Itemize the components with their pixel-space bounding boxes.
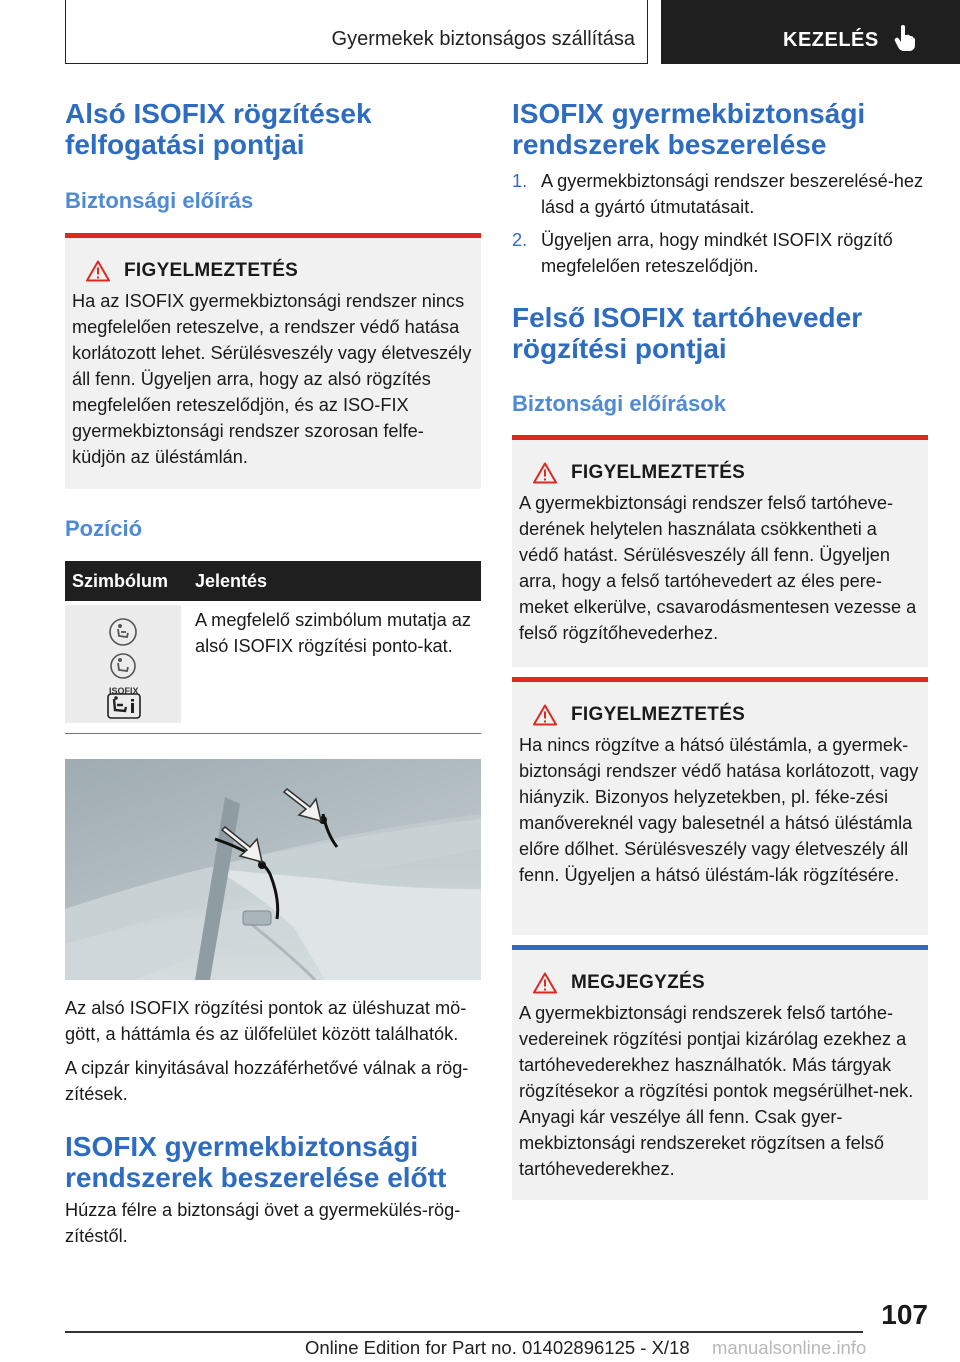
page-number: 107 [881, 1299, 928, 1330]
column-header-symbol: Szimbólum [65, 561, 188, 601]
symbol-table-header [65, 561, 481, 601]
lower-isofix-title: Alsó ISOFIX rögzítések felfogatási pontjai [65, 98, 372, 160]
warning-text: Ha az ISOFIX gyermekbiztonsági rendszer nincs megfelelően reteszelve, a rendszer védő hatása korlátozott lehet. Sérülésveszély vagy életveszély áll fenn. Ügyeljen arra, hogy az alsó rögzítés megfelelően reteszelődjön, és az ISO-FIX gyermekbiztonsági rendszer szorosan felfe-küdjön az üléstámlán. [72, 291, 472, 467]
warning-box-1 [65, 233, 481, 489]
left-column [65, 98, 481, 1249]
note-text: A gyermekbiztonsági rendszerek felső tartóhe-vedereinek rögzítési pontjai kizárólag ezekhez a tartóhevederekhez használhatók. Más tárgyak rögzítésekor a rögzítési pontok megsérülhet-nek. Anyagi kár veszélye áll fenn. Csak gyer-mekbiztonsági rendszereket rögzítsen a felső tartóhevederekhez. [519, 1003, 914, 1179]
before-installation-title: ISOFIX gyermekbiztonsági rendszerek beszerelése előtt [65, 1131, 447, 1193]
chapter-title: Gyermekek biztonságos szállítása [331, 28, 635, 50]
warning-box-2 [512, 435, 928, 667]
step-text: A gyermekbiztonsági rendszer beszerelésé-hez lásd a gyártó útmutatásait. [541, 171, 924, 217]
warning-triangle-icon [533, 704, 557, 726]
caption-zipper: A cipzár kinyitásával hozzáférhetővé válnak a rög-zítések. [65, 1058, 469, 1104]
installation-steps [512, 168, 928, 279]
hand-pointer-icon [894, 24, 916, 52]
warning-box-3 [512, 677, 928, 935]
header-title-box [65, 0, 648, 64]
isofix-child-seat-icon [108, 651, 138, 681]
symbol-table [65, 561, 481, 723]
footer-rule [65, 1331, 863, 1333]
child-seat-info-icon [107, 693, 141, 719]
safety-heading-left: Biztonsági előírás [65, 188, 254, 213]
table-row [65, 601, 481, 723]
position-heading: Pozíció [65, 516, 143, 541]
step-number: 1. [512, 171, 528, 191]
before-installation-text: Húzza félre a biztonsági övet a gyermekülés-rög-zítéstől. [65, 1200, 461, 1246]
safety-heading-right: Biztonsági előírások [512, 391, 726, 416]
watermark: manualsonline.info [712, 1337, 867, 1358]
isofix-label: ISOFIX [109, 686, 139, 696]
note-triangle-icon [533, 972, 557, 994]
warning-label: FIGYELMEZTETÉS [571, 462, 746, 483]
warning-text: Ha nincs rögzítve a hátsó üléstámla, a gyermek-biztonsági rendszer védő hatása korlátozott, vagy hiányzik. Bizonyos helyzetekben, pl. féke-zési manővereknél vagy balesetnél a hátsó üléstámla előre dőlhet. Sérülésveszély vagy életveszély áll fenn. Ügyeljen a hátsó üléstám-lák rögzítésére. [519, 735, 919, 885]
child-seat-icon [108, 617, 138, 647]
list-item [512, 168, 928, 220]
table-bottom-rule [65, 733, 481, 734]
isofix-symbols [65, 605, 181, 723]
warning-triangle-icon [86, 260, 110, 282]
note-label: MEGJEGYZÉS [571, 972, 705, 993]
warning-text: A gyermekbiztonsági rendszer felső tartóheve-derének helytelen használata csökkentheti a védő hatást. Sérülésveszély áll fenn. Ügyeljen arra, hogy a felső tartóhevedert az éles pere-meket elkerülve, csavarodásmentesen vezesse a felső rögzítőhevederhez. [519, 493, 917, 643]
rear-seat-isofix-photo [65, 759, 481, 980]
warning-triangle-icon [533, 462, 557, 484]
installation-title: ISOFIX gyermekbiztonsági rendszerek beszerelése [512, 98, 866, 160]
edition-text: Online Edition for Part no. 01402896125 - X/18 [305, 1337, 690, 1358]
step-number: 2. [512, 230, 528, 250]
note-box [512, 945, 928, 1200]
warning-label: FIGYELMEZTETÉS [124, 260, 299, 281]
top-tether-title: Felső ISOFIX tartóheveder rögzítési pontjai [512, 302, 863, 364]
right-column [512, 98, 928, 1200]
list-item [512, 227, 928, 279]
section-tab[interactable] [661, 0, 960, 64]
warning-label: FIGYELMEZTETÉS [571, 704, 746, 725]
section-tab-label: KEZELÉS [783, 29, 879, 51]
column-header-meaning: Jelentés [188, 561, 481, 601]
symbol-meaning: A megfelelő szimbólum mutatja az alsó ISOFIX rögzítési ponto-kat. [195, 610, 471, 656]
step-text: Ügyeljen arra, hogy mindkét ISOFIX rögzítő megfelelően reteszelődjön. [541, 230, 893, 276]
caption-anchor-location: Az alsó ISOFIX rögzítési pontok az üléshuzat mö-gött, a háttámla és az ülőfelület között találhatók. [65, 998, 467, 1044]
